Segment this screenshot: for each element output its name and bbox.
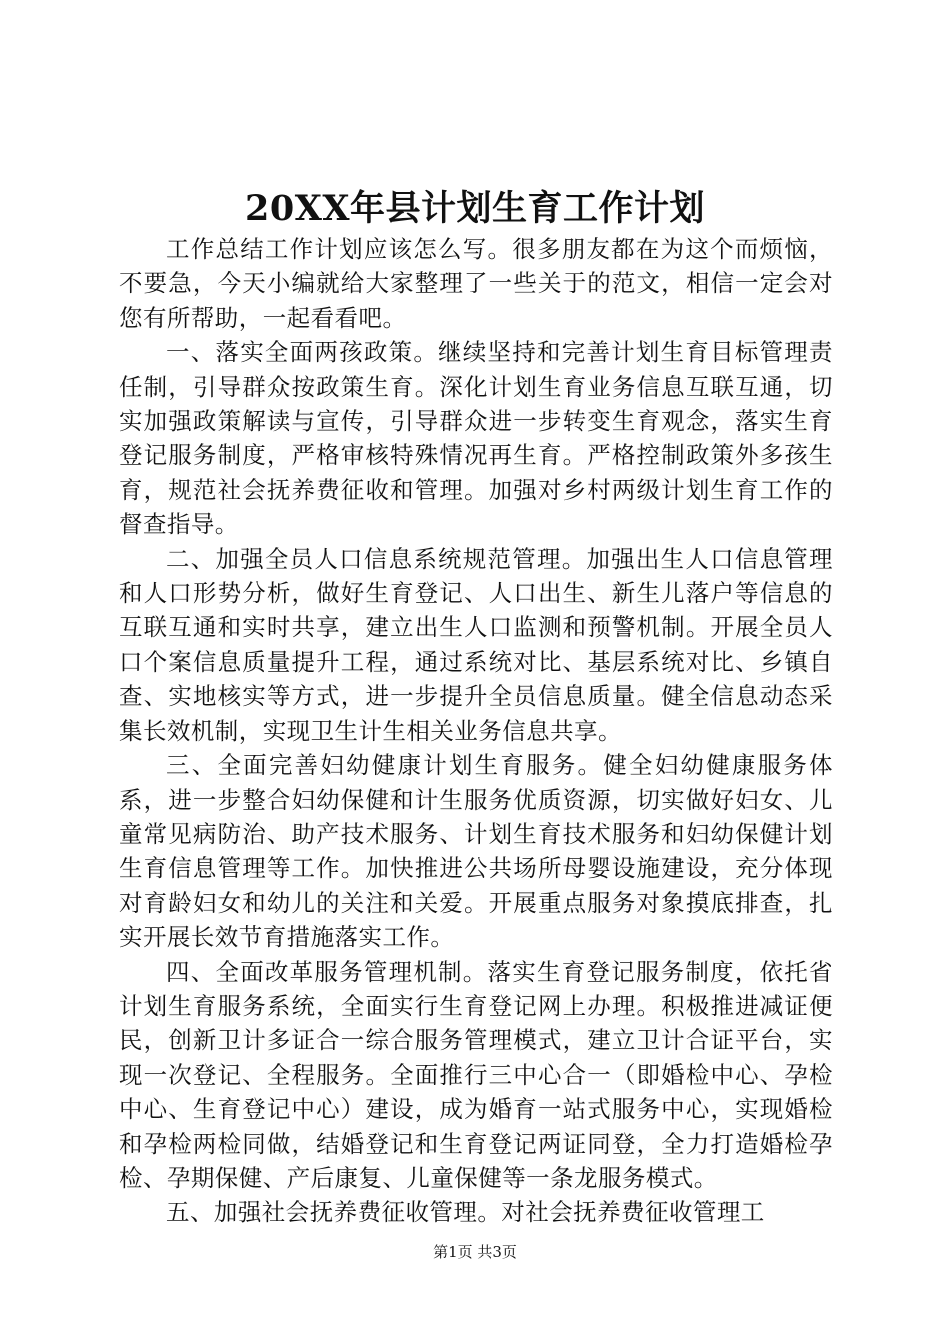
paragraph-section-5: 五、加强社会抚养费征收管理。对社会抚养费征收管理工 (166, 1198, 765, 1227)
paragraph-section-1: 一、落实全面两孩政策。继续坚持和完善计划生育目标管理责任制，引导群众按政策生育。深化计划生育业务信息互联互通，切实加强政策解读与宣传，引导群众进一步转变生育观念，落实生育登记服务制度，严格审核特殊情况再生育。严格控制政策外多孩生育，规范社会抚养费征收和管理。加强对乡村两级计划生育工作的督查指导。 (119, 338, 833, 539)
document-title: 20XX年县计划生育工作计划 (244, 188, 706, 229)
paragraph-section-2: 二、加强全员人口信息系统规范管理。加强出生人口信息管理和人口形势分析，做好生育登记、人口出生、新生儿落户等信息的互联互通和实时共享，建立出生人口监测和预警机制。开展全员人口个案信息质量提升工程，通过系统对比、基层系统对比、乡镇自查、实地核实等方式，进一步提升全员信息质量。健全信息动态采集长效机制，实现卫生计生相关业务信息共享。 (119, 544, 833, 745)
paragraph-intro: 工作总结工作计划应该怎么写。很多朋友都在为这个而烦恼，不要急，今天小编就给大家整理了一些关于的范文，相信一定会对您有所帮助，一起看看吧。 (119, 235, 833, 332)
document-body (119, 232, 833, 1230)
paragraph-section-3: 三、全面完善妇幼健康计划生育服务。健全妇幼健康服务体系，进一步整合妇幼保健和计生服务优质资源，切实做好妇女、儿童常见病防治、助产技术服务、计划生育技术服务和妇幼保健计划生育信息管理等工作。加快推进公共场所母婴设施建设，充分体现对育龄妇女和幼儿的关注和关爱。开展重点服务对象摸底排查，扎实开展长效节育措施落实工作。 (119, 751, 833, 952)
page-footer: 第1页 共3页 (433, 1243, 517, 1261)
paragraph-section-4: 四、全面改革服务管理机制。落实生育登记服务制度，依托省计划生育服务系统，全面实行生育登记网上办理。积极推进减证便民，创新卫计多证合一综合服务管理模式，建立卫计合证平台，实现一次登记、全程服务。全面推行三中心合一（即婚检中心、孕检中心、生育登记中心）建设，成为婚育一站式服务中心，实现婚检和孕检两检同做，结婚登记和生育登记两证同登，全力打造婚检孕检、孕期保健、产后康复、儿童保健等一条龙服务模式。 (119, 957, 833, 1192)
